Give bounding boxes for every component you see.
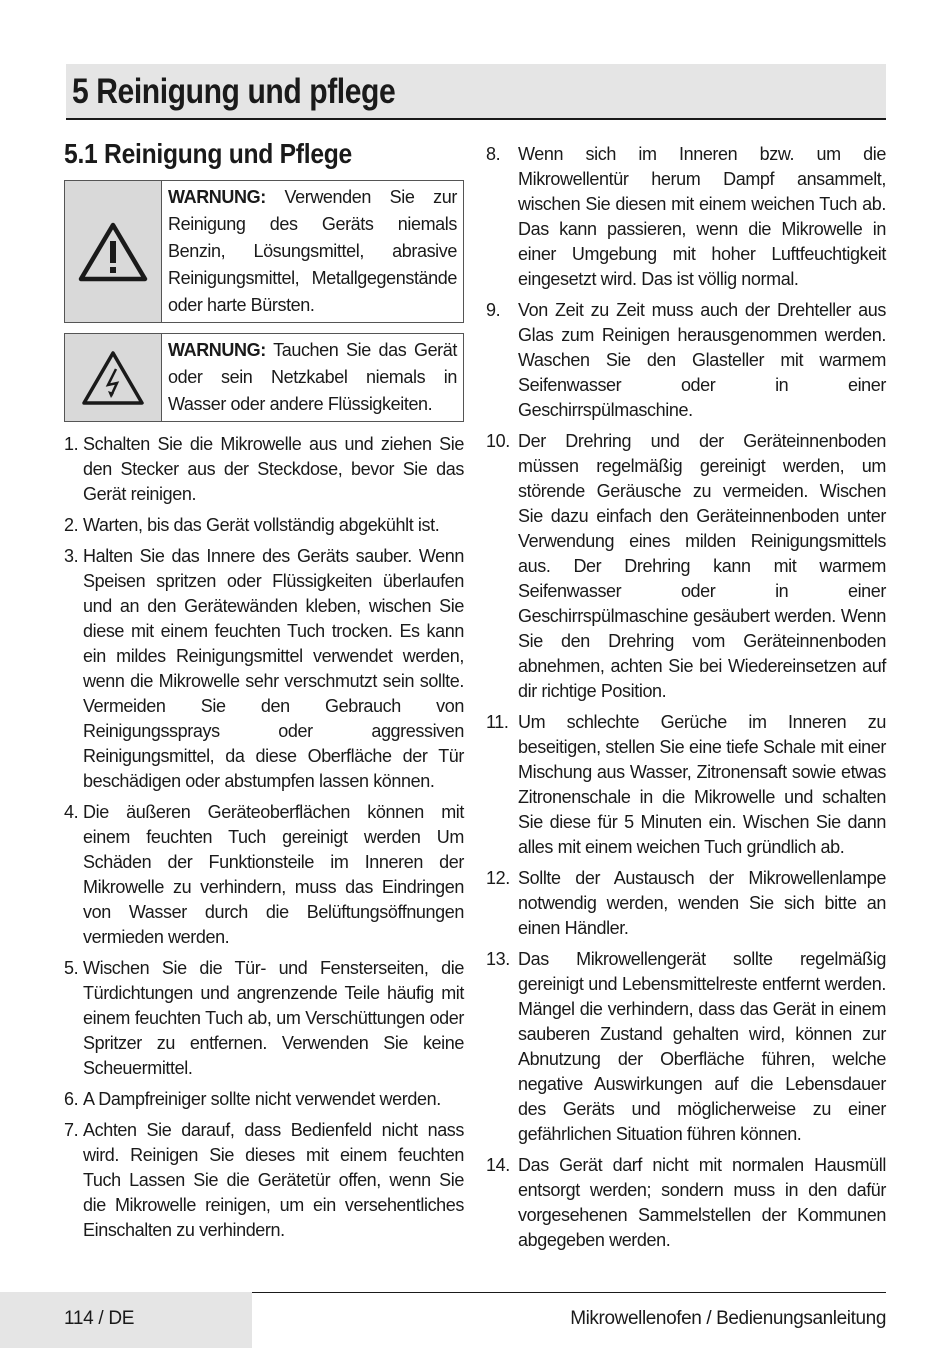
left-column (64, 138, 464, 1249)
section-title: 5.1 Reinigung und Pflege (64, 138, 353, 169)
step-number: 10. (486, 431, 510, 451)
step-number: 3. (64, 546, 79, 566)
warning-box-chemicals (64, 180, 464, 323)
chapter-header (66, 64, 886, 120)
step-text: Das Mikrowellengerät sollte regelmäßig gereinigt und Lebensmittelreste entfernt werden. Mängel die verhindern, dass das Gerät in einem sauberen Zustand gehalten wird, können zur Abnutzung der Oberfläche führen, welche negative Auswirkungen auf die Lebensdauer des Geräts und möglicherweise zu einer gefährlichen Situation führen können. (518, 949, 886, 1144)
step-text: Sollte der Austausch der Mikrowellenlampe notwendig werden, wenden Sie sich bitte an einen Händler. (518, 868, 886, 938)
cleaning-steps-right (486, 142, 886, 1253)
step-number: 11. (486, 712, 509, 732)
list-item (486, 1153, 886, 1253)
warning-text (162, 334, 463, 421)
warning-icon-cell (65, 181, 162, 322)
step-number: 9. (486, 300, 501, 320)
warning-message: Verwenden Sie zur Reinigung des Geräts niemals Benzin, Lösungsmittel, abrasive Reinigungsmittel, Metallgegenstände oder harte Bürsten. (168, 187, 457, 315)
step-text: Von Zeit zu Zeit muss auch der Drehteller aus Glas zum Reinigen herausgenommen werden. Waschen Sie den Glasteller mit warmem Seifenwasser oder in einer Geschirrspülmaschine. (518, 300, 886, 420)
warning-message: Tauchen Sie das Gerät oder sein Netzkabel niemals in Wasser oder andere Flüssigkeiten. (168, 340, 457, 414)
step-text: Das Gerät darf nicht mit normalen Hausmüll entsorgt werden; sondern muss in den dafür vorgesehenen Sammelstellen der Kommunen abgegeben werden. (518, 1155, 886, 1250)
step-number: 6. (64, 1089, 79, 1109)
step-number: 12. (486, 868, 510, 888)
warning-box-water (64, 333, 464, 422)
step-text: Die äußeren Geräteoberflächen können mit einem feuchten Tuch gereinigt werden Um Schäden der Funktionsteile im Inneren der Mikrowelle zu verhindern, muss das Eindringen von Wasser durch die Belüftungsöffnungen vermieden werden. (83, 802, 464, 947)
step-number: 5. (64, 958, 79, 978)
warning-label: WARNUNG: (168, 187, 266, 207)
warning-triangle-icon (78, 221, 148, 283)
step-text: Um schlechte Gerüche im Inneren zu beseitigen, stellen Sie eine tiefe Schale mit einer Mischung aus Wasser, Zitronensaft sowie etwas Zitronenschale in die Mikrowelle und schalten Sie diese für 5 Minuten ein. Wischen Sie dann alles mit einem weichen Tuch gründlich ab. (518, 712, 886, 857)
step-number: 2. (64, 515, 79, 535)
step-text: Warten, bis das Gerät vollständig abgekühlt ist. (83, 515, 440, 535)
list-item (64, 1118, 464, 1243)
list-item (486, 142, 886, 292)
step-text: Wischen Sie die Tür- und Fensterseiten, die Türdichtungen und angrenzende Teile häufig mit einem feuchten Tuch ab, um Verschüttungen oder Spritzer zu entfernen. Verwenden Sie keine Scheuermittel. (83, 958, 464, 1078)
electric-shock-icon (80, 349, 146, 407)
step-number: 4. (64, 802, 79, 822)
cleaning-steps-left (64, 432, 464, 1243)
step-text: Achten Sie darauf, dass Bedienfeld nicht nass wird. Reinigen Sie dieses mit einem feuchten Tuch Lassen Sie die Gerätetür offen, wenn Sie die Mikrowelle reinigen, um ein versehentliches Einschalten zu verhindern. (83, 1120, 464, 1240)
document-title: Mikrowellenofen / Bedienungsanleitung (570, 1308, 886, 1329)
step-text: Wenn sich im Inneren bzw. um die Mikrowellentür herum Dampf ansammelt, wischen Sie diesen mit einem weichen Tuch ab. Das kann passieren, wenn die Mikrowelle in einer Umgebung mit hoher Luftfeuchtigkeit eingesetzt wird. Das ist völlig normal. (518, 144, 886, 289)
footer-divider (252, 1292, 886, 1293)
list-item (486, 710, 886, 860)
list-item (486, 429, 886, 704)
list-item (64, 513, 464, 538)
list-item (64, 544, 464, 794)
step-text: Halten Sie das Innere des Geräts sauber. Wenn Speisen spritzen oder Flüssigkeiten überlaufen und an den Gerätewänden kleben, wischen Sie diese mit einem feuchten Tuch trocken. Es kann ein mildes Reinigungsmittel verwendet werden, wenn die Mikrowelle sehr verschmutzt sein sollte. Vermeiden Sie den Gebrauch von Reinigungssprays oder aggressiven Reinigungsmittel, da diese Oberfläche der Tür beschädigen oder abstumpfen lassen können. (83, 546, 464, 791)
list-item (64, 956, 464, 1081)
step-number: 14. (486, 1155, 510, 1175)
list-item (486, 947, 886, 1147)
right-column (486, 142, 886, 1259)
warning-icon-cell (65, 334, 162, 421)
list-item (486, 866, 886, 941)
page-number: 114 / DE (64, 1308, 135, 1329)
step-text: A Dampfreiniger sollte nicht verwendet werden. (83, 1089, 441, 1109)
step-text: Schalten Sie die Mikrowelle aus und ziehen Sie den Stecker aus der Steckdose, bevor Sie das Gerät reinigen. (83, 434, 464, 504)
warning-label: WARNUNG: (168, 340, 266, 360)
step-text: Der Drehring und der Geräteinnenboden müssen regelmäßig gereinigt werden, um störende Geräusche zu vermeiden. Wischen Sie dazu einfach den Geräteinnenboden unter Verwendung eines milden Reinigungsmittels aus. Der Drehring kann mit warmem Seifenwasser oder in einer Geschirrspülmaschine gesäubert werden. Wenn Sie den Drehring vom Geräteinnenboden abnehmen, achten Sie bei Wiedereinsetzen auf dir richtige Position. (518, 431, 886, 701)
warning-text (162, 181, 463, 322)
step-number: 8. (486, 144, 501, 164)
list-item (64, 800, 464, 950)
list-item (486, 298, 886, 423)
list-item (64, 432, 464, 507)
step-number: 7. (64, 1120, 79, 1140)
step-number: 13. (486, 949, 510, 969)
list-item (64, 1087, 464, 1112)
chapter-title: 5 Reinigung und pflege (72, 72, 396, 111)
step-number: 1. (64, 434, 79, 454)
